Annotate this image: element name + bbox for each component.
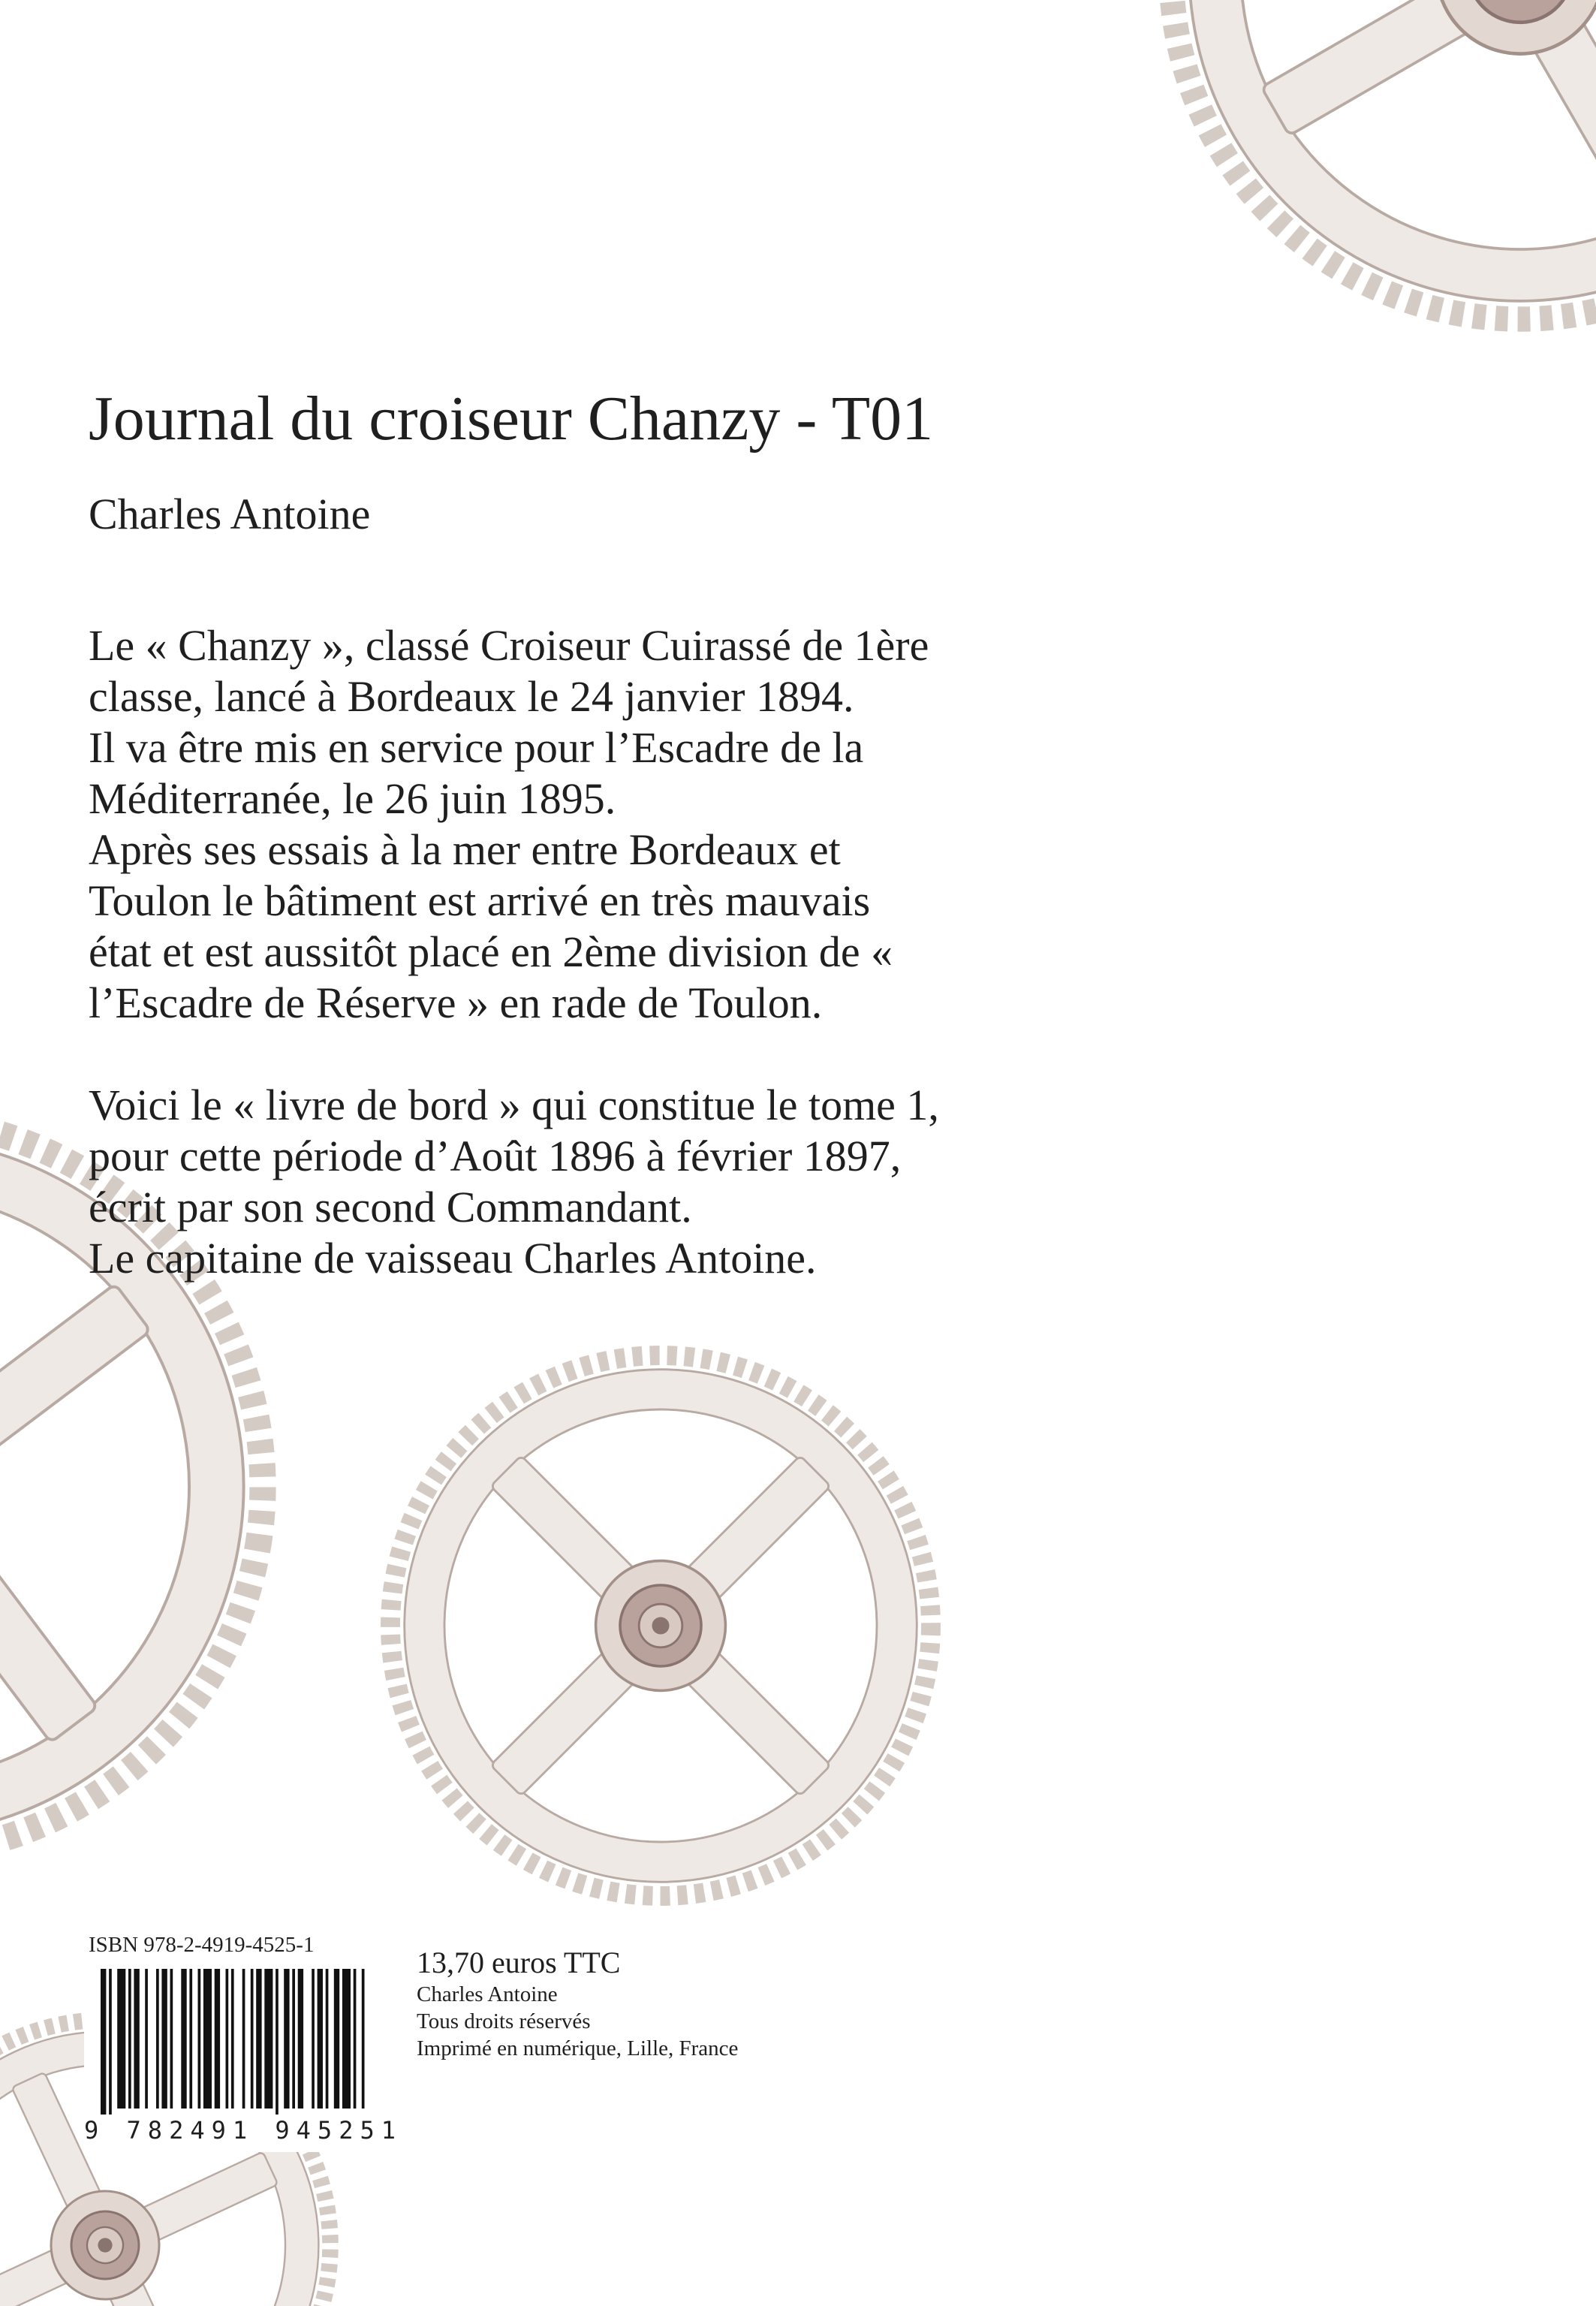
barcode-bar (231, 1969, 234, 2109)
barcode-bar (256, 1969, 261, 2109)
isbn-barcode-block (84, 1931, 402, 2152)
description-line: Il va être mis en service pour l’Escadre de la (89, 723, 864, 772)
barcode-bar (226, 1969, 229, 2109)
barcode-bar (215, 1969, 220, 2109)
barcode-bar (284, 1969, 289, 2109)
rights-notice: Tous droits réservés (417, 2009, 591, 2033)
paragraph-gap (89, 1029, 1260, 1080)
description-paragraph-1 (89, 620, 1260, 1029)
barcode-bar (198, 1969, 201, 2109)
printing-info: Imprimé en numérique, Lille, France (417, 2036, 739, 2060)
barcode-bar (134, 1969, 139, 2109)
barcode-bar (264, 1969, 273, 2109)
description-line: classe, lancé à Bordeaux le 24 janvier 1894. (89, 672, 854, 721)
description-line: Méditerranée, le 26 juin 1895. (89, 774, 616, 823)
description-line: état et est aussitôt placé en 2ème division de « (89, 927, 893, 976)
barcode-bar (156, 1969, 159, 2109)
barcode-bar (181, 1969, 186, 2109)
barcode-bar (251, 1969, 254, 2109)
barcode-bar (145, 1969, 148, 2109)
publisher-name: Charles Antoine (417, 1982, 558, 2006)
barcode-bar (326, 1969, 329, 2109)
barcode-bar (292, 1969, 295, 2109)
barcode-bar (161, 1969, 167, 2109)
barcode (84, 1964, 402, 2152)
description-line: pour cette période d’Août 1896 à février 1897, (89, 1132, 902, 1180)
description-line: Après ses essais à la mer entre Bordeaux et (89, 825, 841, 874)
book-title: Journal du croiseur Chanzy - T01 (89, 384, 934, 454)
barcode-bar (334, 1969, 339, 2109)
barcode-number: 9 782491 945251 (84, 2116, 402, 2145)
barcode-bar (189, 1969, 192, 2109)
description-line: Le capitaine de vaisseau Charles Antoine. (89, 1234, 817, 1283)
description-line: Voici le « livre de bord » qui constitue le tome 1, (89, 1081, 939, 1129)
barcode-bar (203, 1969, 212, 2109)
description-line: Le « Chanzy », classé Croiseur Cuirassé de 1ère (89, 621, 929, 670)
barcode-bar (109, 1969, 112, 2115)
barcode-bar (342, 1969, 351, 2109)
barcode-bar (354, 1969, 357, 2109)
price: 13,70 euros TTC (417, 1946, 621, 1979)
barcode-bar (128, 1969, 131, 2109)
barcode-bar (362, 1969, 365, 2109)
book-author: Charles Antoine (89, 490, 371, 538)
description-line: écrit par son second Commandant. (89, 1183, 692, 1231)
barcode-bar (298, 1969, 303, 2109)
price-and-imprint (417, 1945, 738, 2062)
barcode-bar (318, 1969, 323, 2109)
book-description (89, 620, 1260, 1284)
isbn-label: ISBN 978-2-4919-4525-1 (89, 1933, 315, 1957)
description-line: l’Escadre de Réserve » en rade de Toulon. (89, 978, 823, 1027)
barcode-bar (117, 1969, 125, 2109)
barcode-bars (84, 1964, 375, 2115)
barcode-bar (242, 1969, 245, 2109)
description-paragraph-2 (89, 1080, 1260, 1284)
barcode-bar (312, 1969, 315, 2109)
barcode-bar (101, 1969, 106, 2115)
barcode-bar (170, 1969, 173, 2109)
description-line: Toulon le bâtiment est arrivé en très mauvais (89, 876, 871, 925)
barcode-bar (276, 1969, 279, 2115)
